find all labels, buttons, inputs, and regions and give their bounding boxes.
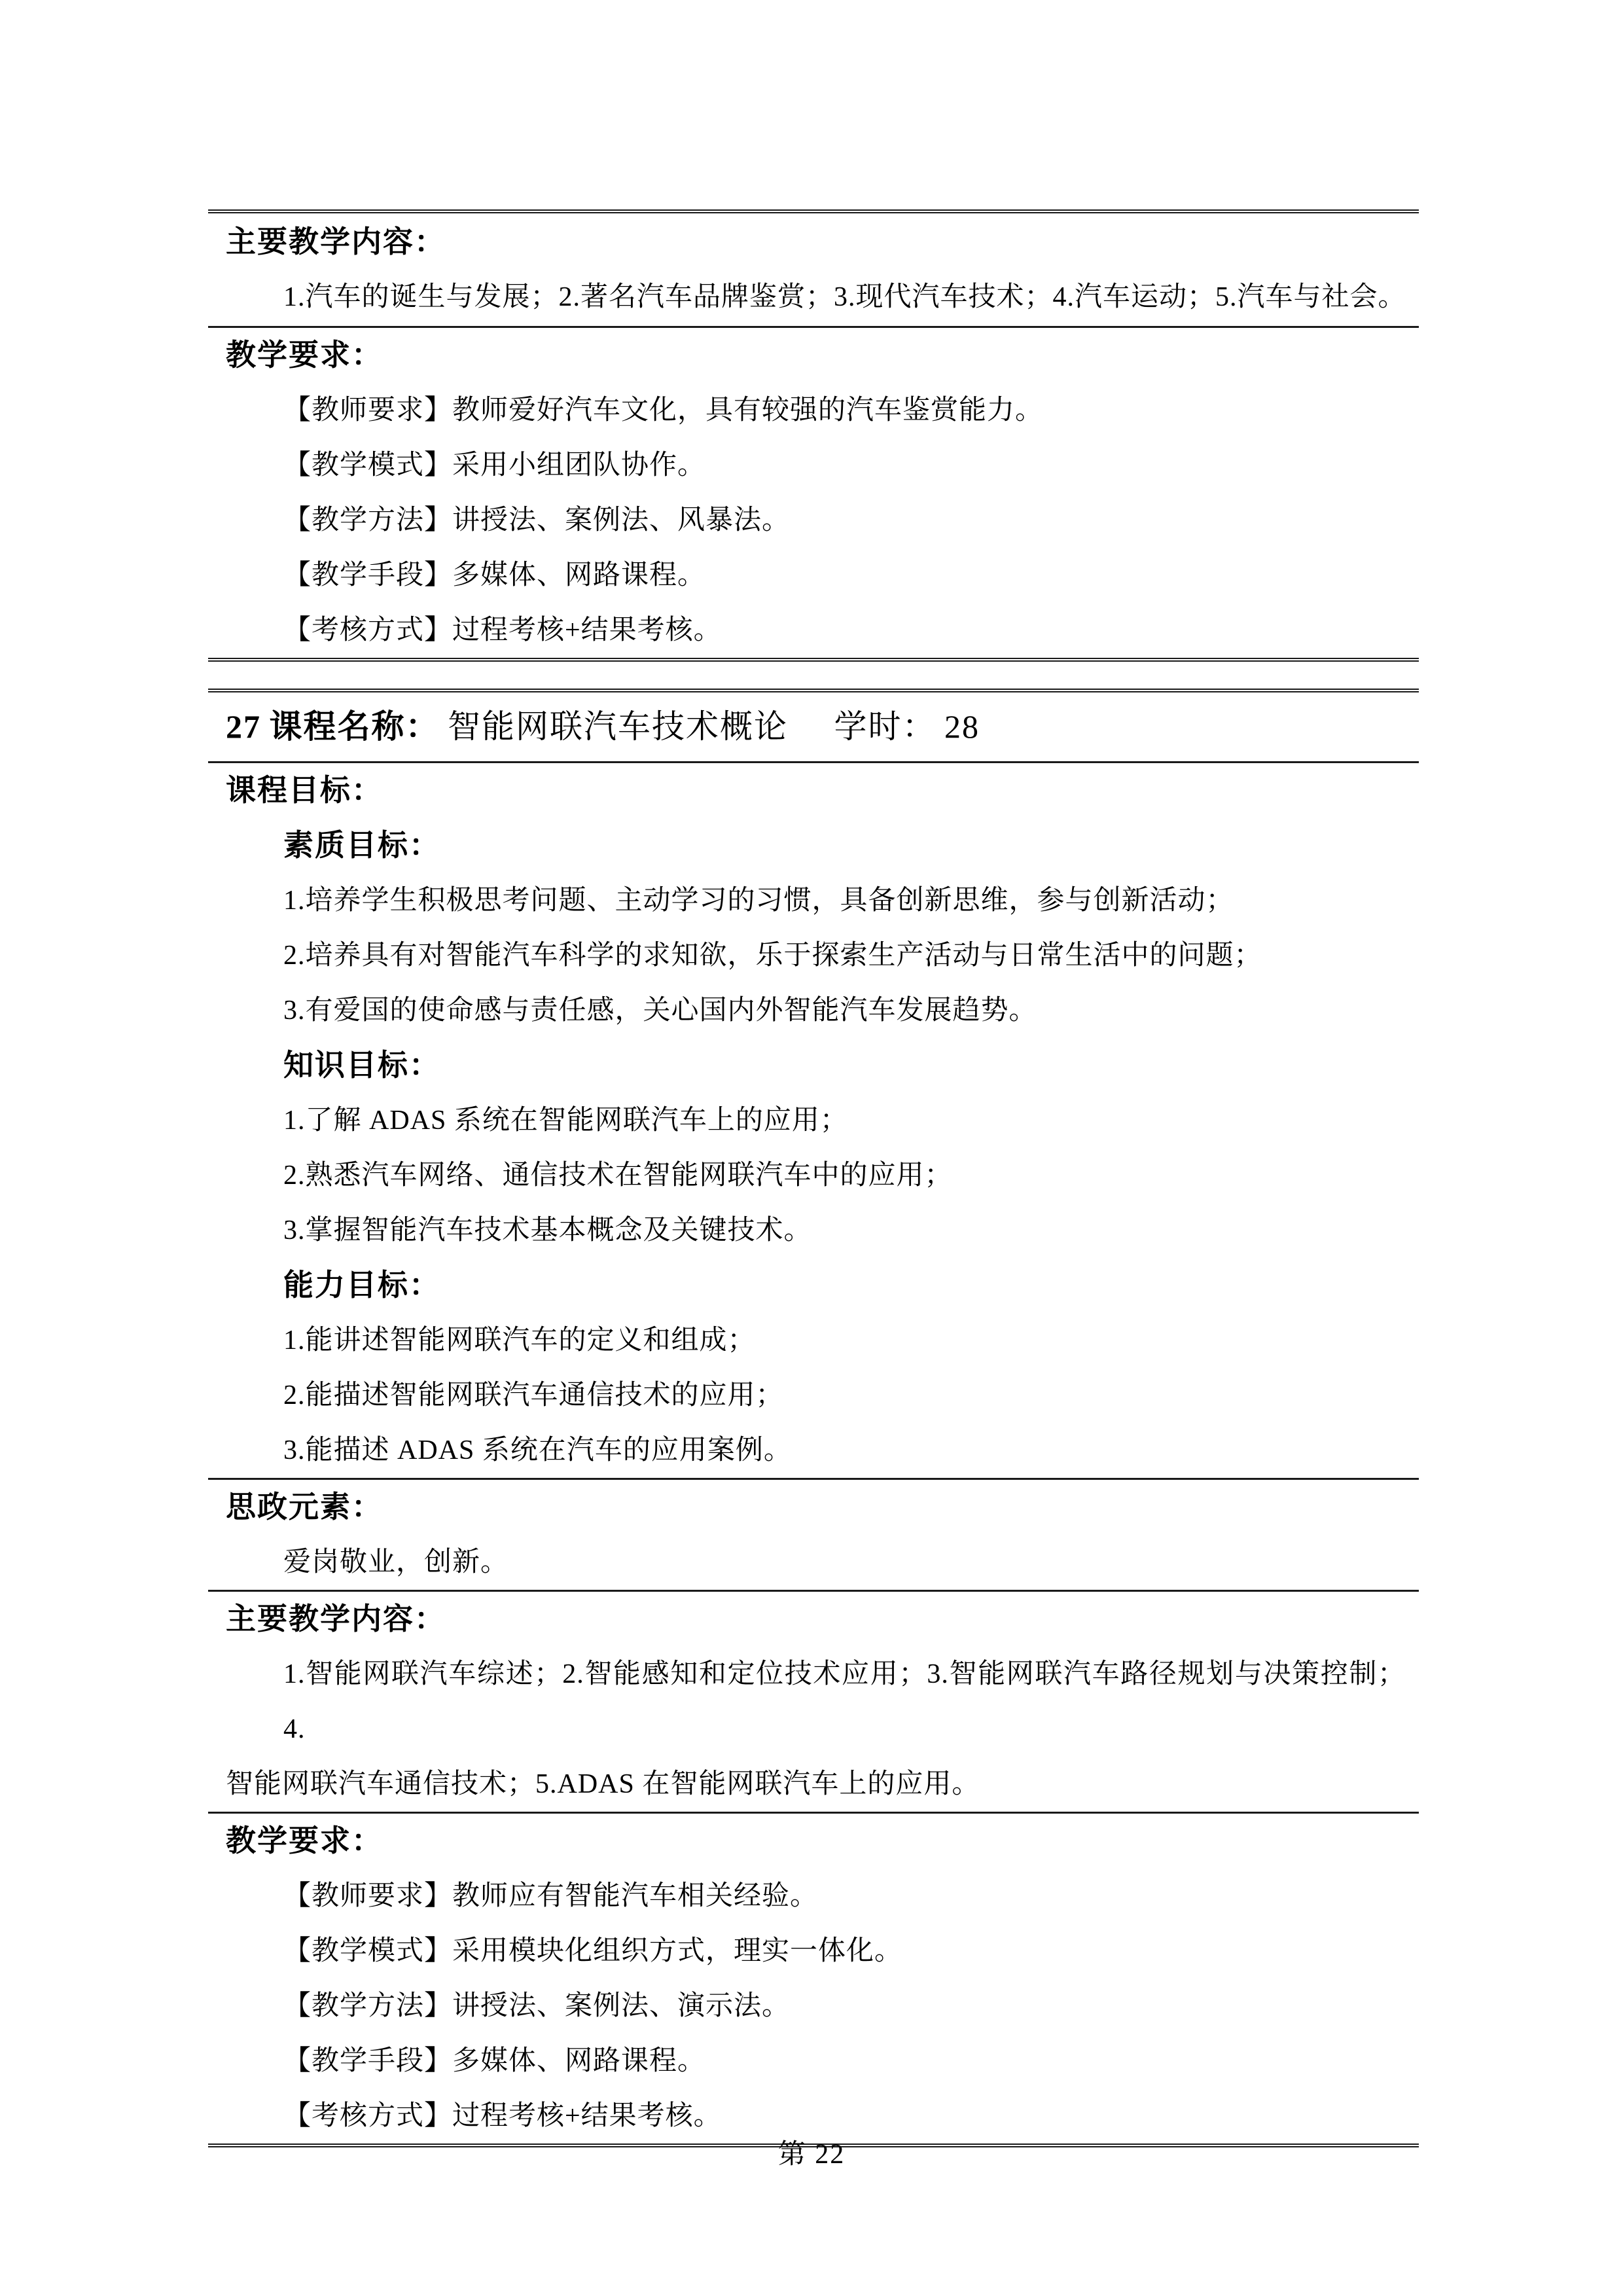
prev-teaching-requirements-row xyxy=(208,328,1419,658)
ability-objective-item: 3.能描述 ADAS 系统在汽车的应用案例。 xyxy=(283,1435,792,1465)
subheading-knowledge-objectives: 知识目标： xyxy=(283,1049,440,1082)
section-heading-main-content: 主要教学内容： xyxy=(226,225,446,259)
requirement-item-method: 【教学方法】讲授法、案例法、演示法。 xyxy=(283,1991,791,2021)
requirement-item-assessment: 【考核方式】过程考核+结果考核。 xyxy=(283,2101,722,2131)
ability-objective-item: 1.能讲述智能网联汽车的定义和组成； xyxy=(283,1325,756,1355)
section-heading-teaching-requirements: 教学要求： xyxy=(226,338,383,372)
knowledge-objective-item: 2.熟悉汽车网络、通信技术在智能网联汽车中的应用； xyxy=(283,1160,953,1191)
prev-course-table xyxy=(208,209,1419,662)
requirement-item-method: 【教学方法】讲授法、案例法、风暴法。 xyxy=(283,505,791,535)
section-heading-teaching-requirements: 教学要求： xyxy=(226,1824,383,1857)
main-content-line-1: 1.智能网联汽车综述；2.智能感知和定位技术应用；3.智能网联汽车路径规划与决策控制；4. xyxy=(283,1659,1406,1744)
section-heading-ideology: 思政元素： xyxy=(226,1490,383,1524)
course-hours-label: 学时： xyxy=(834,708,936,745)
subheading-ability-objectives: 能力目标： xyxy=(283,1268,440,1302)
course-name-label: 课程名称： xyxy=(269,708,440,745)
ideology-body: 爱岗敬业，创新。 xyxy=(283,1547,509,1577)
quality-objective-item: 1.培养学生积极思考问题、主动学习的习惯，具备创新思维，参与创新活动； xyxy=(283,886,1234,916)
quality-objective-item: 2.培养具有对智能汽车科学的求知欲，乐于探索生产活动与日常生活中的问题； xyxy=(283,941,1262,971)
course-name: 智能网联汽车技术概论 xyxy=(448,708,788,745)
prev-main-content-row xyxy=(208,213,1419,328)
ability-objective-item: 2.能描述智能网联汽车通信技术的应用； xyxy=(283,1380,784,1410)
knowledge-objective-item: 3.掌握智能汽车技术基本概念及关键技术。 xyxy=(283,1215,812,1246)
course-teaching-requirements-row xyxy=(208,1814,1419,2144)
ideology-row xyxy=(208,1480,1419,1592)
requirement-item-assessment: 【考核方式】过程考核+结果考核。 xyxy=(283,615,722,645)
requirement-item-teacher: 【教师要求】教师应有智能汽车相关经验。 xyxy=(283,1881,819,1911)
course-hours-value: 28 xyxy=(944,708,980,745)
requirement-item-mode: 【教学模式】采用模块化组织方式，理实一体化。 xyxy=(283,1936,903,1966)
requirement-item-means: 【教学手段】多媒体、网路课程。 xyxy=(283,560,706,590)
course-27-table xyxy=(208,689,1419,2147)
course-title-row xyxy=(208,692,1419,763)
requirement-item-mode: 【教学模式】采用小组团队协作。 xyxy=(283,450,706,480)
section-heading-course-objectives: 课程目标： xyxy=(226,774,383,807)
requirement-item-means: 【教学手段】多媒体、网路课程。 xyxy=(283,2046,706,2076)
section-heading-main-content: 主要教学内容： xyxy=(226,1602,446,1636)
subheading-quality-objectives: 素质目标： xyxy=(283,829,440,862)
page-number-footer: 第 22 xyxy=(777,2140,846,2170)
course-objectives-row xyxy=(208,763,1419,1480)
knowledge-objective-item: 1.了解 ADAS 系统在智能网联汽车上的应用； xyxy=(283,1105,848,1136)
requirement-item-teacher: 【教师要求】教师爱好汽车文化，具有较强的汽车鉴赏能力。 xyxy=(283,395,1044,425)
course-main-content-row xyxy=(208,1592,1419,1814)
course-title-line xyxy=(208,692,1419,761)
main-content-body: 1.汽车的诞生与发展；2.著名汽车品牌鉴赏；3.现代汽车技术；4.汽车运动；5.汽车与社会。 xyxy=(283,282,1406,312)
main-content-line-2: 智能网联汽车通信技术；5.ADAS 在智能网联汽车上的应用。 xyxy=(226,1769,980,1799)
quality-objective-item: 3.有爱国的使命感与责任感，关心国内外智能汽车发展趋势。 xyxy=(283,996,1037,1026)
course-number: 27 xyxy=(226,708,261,745)
